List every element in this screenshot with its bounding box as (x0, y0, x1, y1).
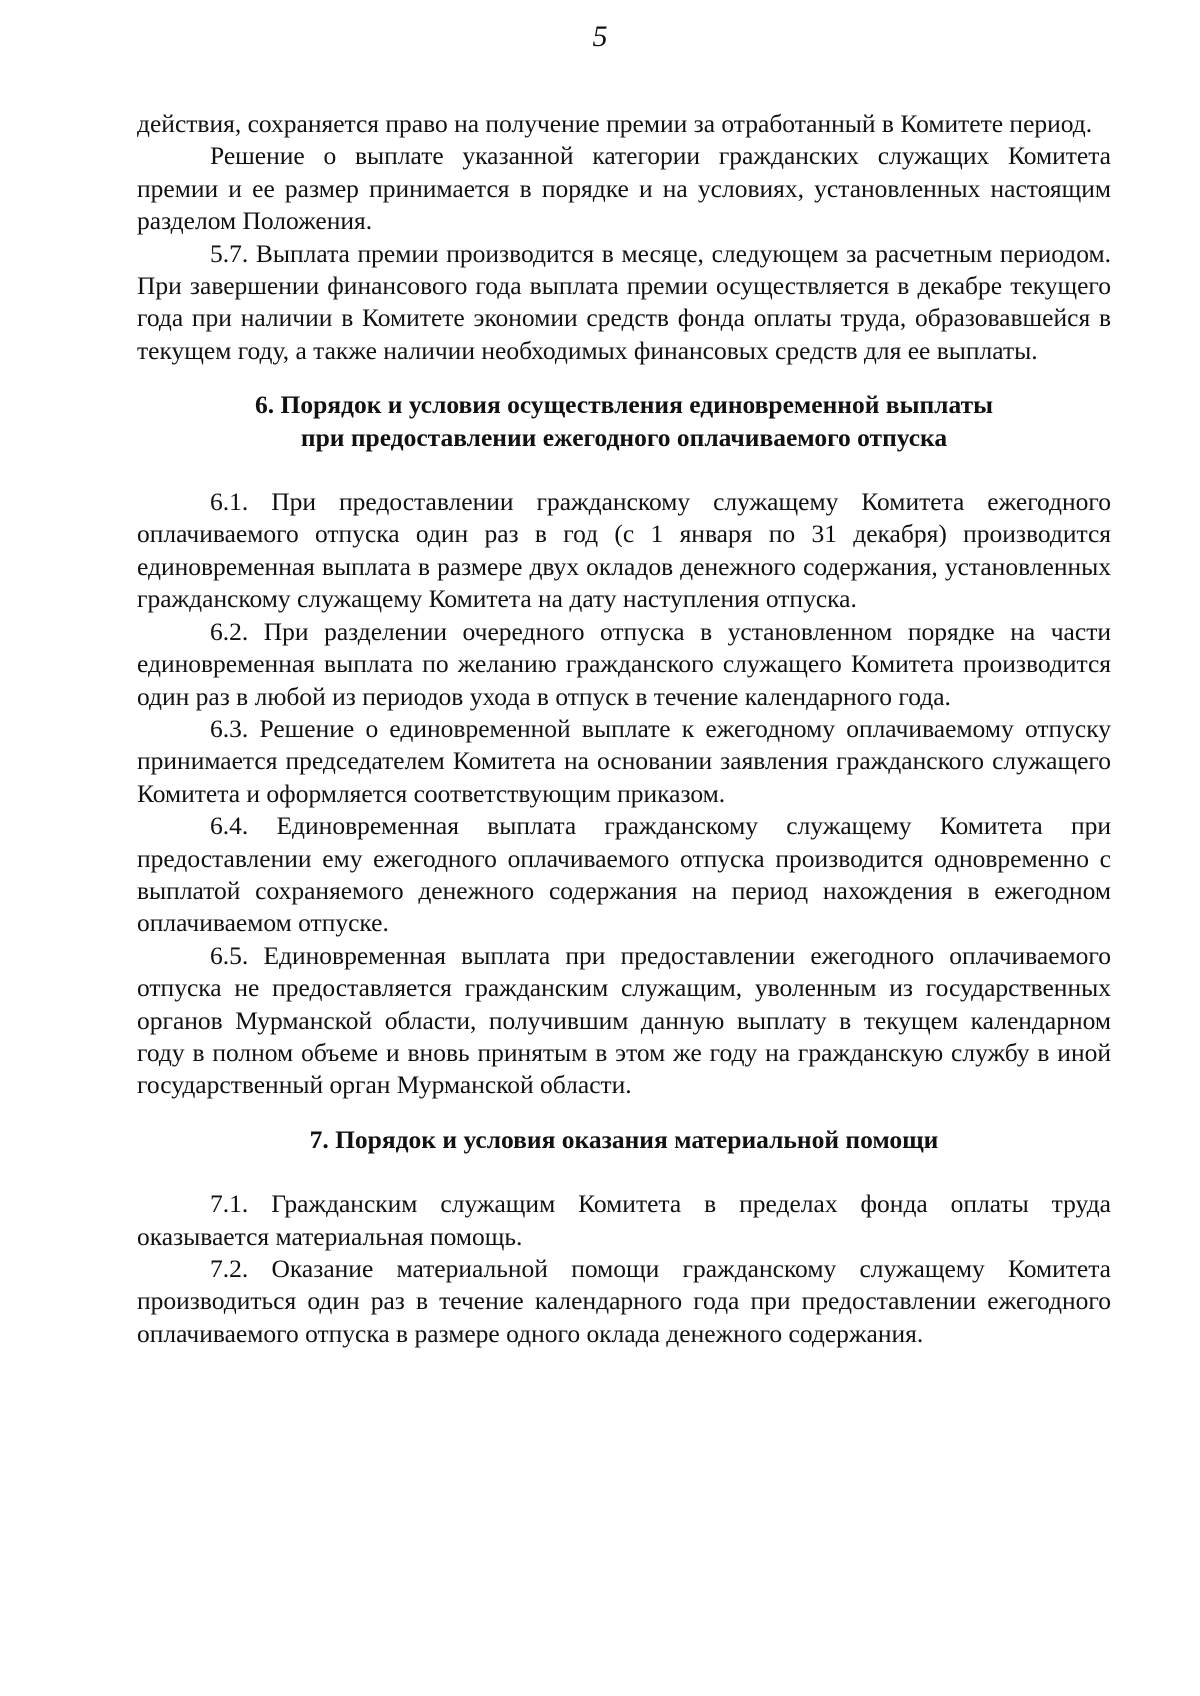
paragraph-7-1: 7.1. Гражданским служащим Комитета в пределах фонда оплаты труда оказывается материальная помощь. (137, 1189, 1111, 1251)
paragraph-bonus-decision: Решение о выплате указанной категории гражданских служащих Комитета премии и ее размер принимается в порядке и на условиях, установленных настоящим разделом Положения. (137, 141, 1111, 236)
paragraph-7-2: 7.2. Оказание материальной помощи гражданскому служащему Комитета производиться один раз в течение календарного года при предоставлении ежегодного оплачиваемого отпуска в размере одного оклада денежного содержания. (137, 1254, 1111, 1348)
paragraph-6-5: 6.5. Единовременная выплата при предоставлении ежегодного оплачиваемого отпуска не предоставляется гражданским служащим, уволенным из государственных органов Мурманской области, получившим данную выплату в текущем календарном году в полном объеме и вновь принятым в этом же году на гражданскую службу в иной государственный орган Мурманской области. (137, 940, 1111, 1100)
paragraph-5-7: 5.7. Выплата премии производится в месяце, следующем за расчетным периодом. При завершении финансового года выплата премии осуществляется в декабре текущего года при наличии в Комитете экономии средств фонда оплаты труда, образовавшейся в текущем году, а также наличии необходимых финансовых средств для ее выплаты. (137, 238, 1111, 365)
page-number: 5 (592, 20, 608, 53)
section-6-heading (137, 389, 1111, 454)
paragraph-6-1: 6.1. При предоставлении гражданскому служащему Комитета ежегодного оплачиваемого отпуска один раз в год (с 1 января по 31 декабря) производится единовременная выплата в размере двух окладов денежного содержания, установленных гражданскому служащему Комитета на дату наступления отпуска. (137, 487, 1111, 614)
section-6-heading-line-1: 6. Порядок и условия осуществления единовременной выплаты (254, 390, 994, 420)
paragraph-6-4: 6.4. Единовременная выплата гражданскому служащему Комитета при предоставлении ему ежегодного оплачиваемого отпуска производится одновременно с выплатой сохраняемого денежного содержания на период нахождения в ежегодном оплачиваемом отпуске. (137, 811, 1111, 938)
paragraph-6-3: 6.3. Решение о единовременной выплате к ежегодному оплачиваемому отпуску принимается председателем Комитета на основании заявления гражданского служащего Комитета и оформляется соответствующим приказом. (137, 713, 1111, 808)
section-7-heading: 7. Порядок и условия оказания материальной помощи (309, 1124, 939, 1154)
document-body (137, 108, 1111, 1350)
section-6-heading-line-2: при предоставлении ежегодного оплачиваемого отпуска (300, 422, 948, 452)
paragraph-continuation: действия, сохраняется право на получение премии за отработанный в Комитете период. (137, 109, 1093, 138)
paragraph-6-2: 6.2. При разделении очередного отпуска в установленном порядке на части единовременная выплата по желанию гражданского служащего Комитета производится один раз в любой из периодов ухода в отпуск в течение календарного года. (137, 616, 1111, 711)
